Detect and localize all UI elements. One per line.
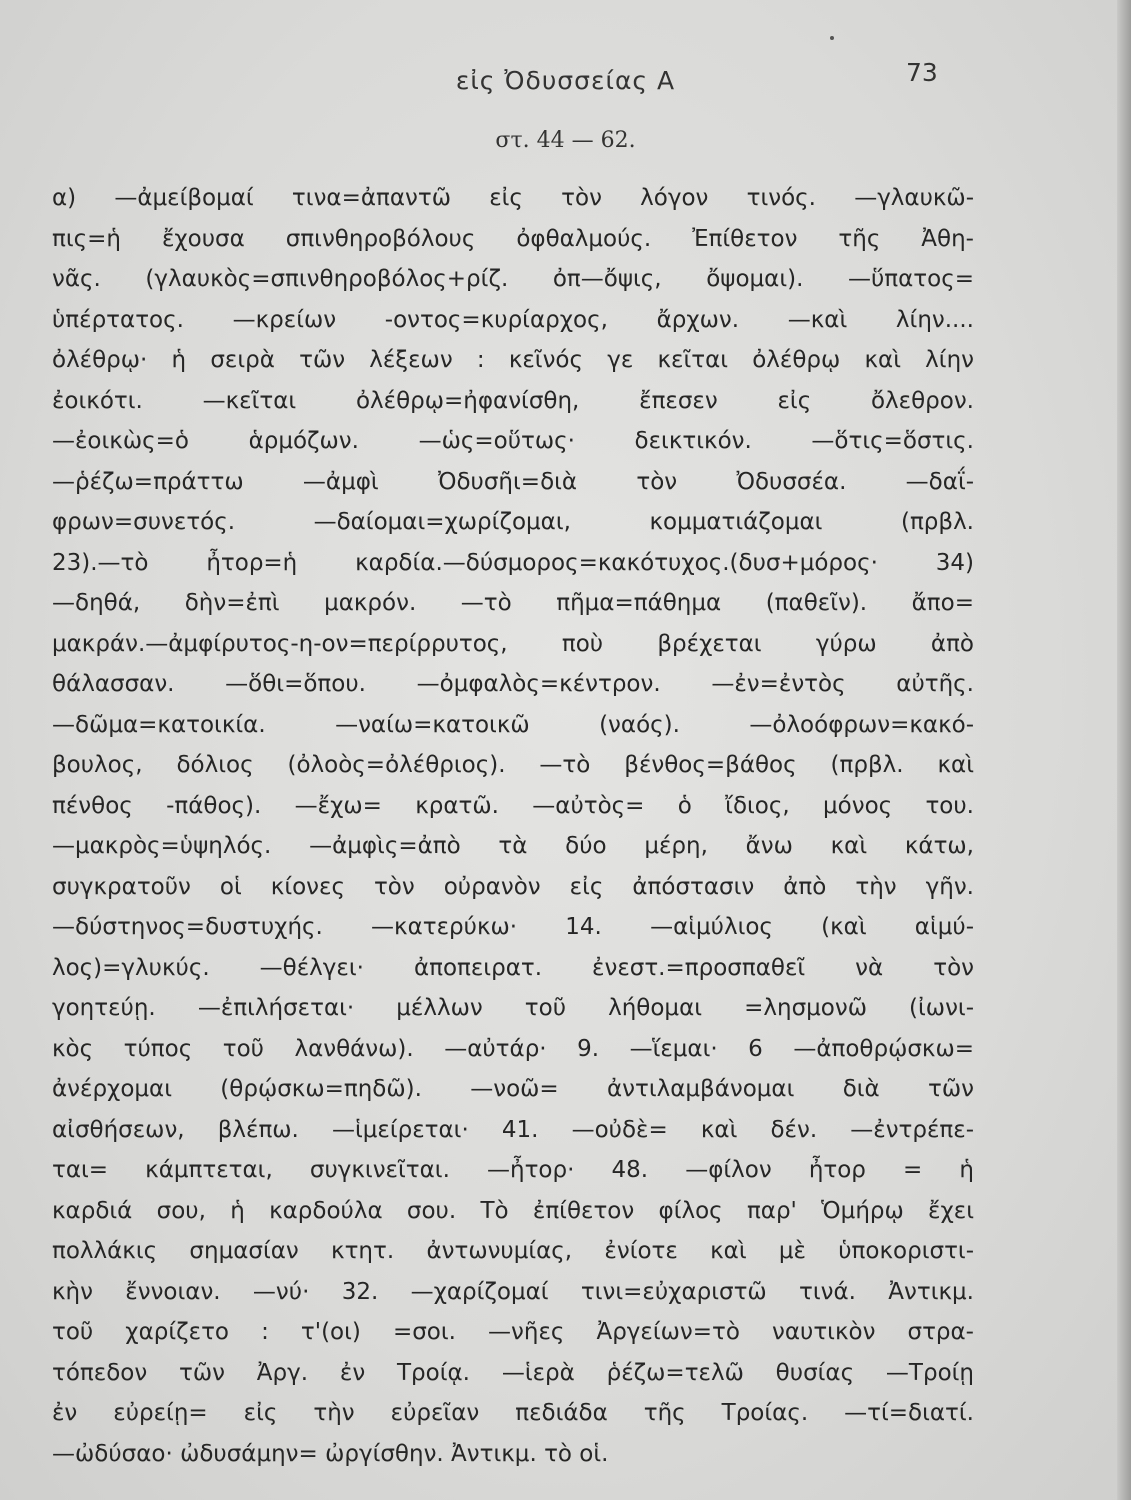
text-line: κὴν ἔννοιαν. —νύ· 32. —χαρίζομαί τινι=εὐχαριστῶ τινά. Ἀντικμ. <box>52 1278 974 1305</box>
text-line: μακράν.—ἀμφίρυτος-η-ον=περίρρυτος, ποὺ βρέχεται γύρω ἀπὸ <box>52 630 974 657</box>
text-line: γοητεύῃ. —ἐπιλήσεται· μέλλων τοῦ λήθομαι =λησμονῶ (ἰωνι- <box>52 995 974 1021</box>
text-line: ὑπέρτατος. —κρείων -οντος=κυρίαρχος, ἄρχων. —καὶ λίην.... <box>52 306 974 333</box>
ink-speck <box>830 36 834 40</box>
text-line: αἰσθήσεων, βλέπω. —ἱμείρεται· 41. —οὐδὲ= καὶ δέν. —ἐντρέπε- <box>52 1116 974 1143</box>
page-edge-shadow <box>1117 0 1131 1500</box>
text-line: κὸς τύπος τοῦ λανθάνω). —αὐτάρ· 9. —ἵεμαι· 6 —ἀποθρῴσκω= <box>52 1035 974 1062</box>
text-line: ἐοικότι. —κεῖται ὀλέθρῳ=ἠφανίσθη, ἔπεσεν εἰς ὄλεθρον. <box>52 387 974 414</box>
text-line: ἀνέρχομαι (θρῴσκω=πηδῶ). —νοῶ= ἀντιλαμβάνομαι διὰ τῶν <box>52 1076 974 1102</box>
running-title: εἰς Ὀδυσσείας Α <box>455 66 676 95</box>
page-number: 73 <box>906 58 938 87</box>
text-line: —ῥέζω=πράττω —ἀμφὶ Ὀδυσῆι=διὰ τὸν Ὀδυσσέα. —δαΐ- <box>52 468 974 495</box>
text-line: θάλασσαν. —ὅθι=ὅπου. —ὀμφαλὸς=κέντρον. —ἐν=ἐντὸς αὐτῆς. <box>52 671 974 697</box>
text-line: 23).—τὸ ἦτορ=ἡ καρδία.—δύσμορος=κακότυχος.(δυσ+μόρος· 34) <box>52 549 974 576</box>
text-line: α) —ἀμείβομαί τινα=ἀπαντῶ εἰς τὸν λόγον τινός. —γλαυκῶ- <box>52 185 974 211</box>
text-line: τόπεδον τῶν Ἀργ. ἐν Τροίᾳ. —ἱερὰ ῥέζω=τελῶ θυσίας —Τροίῃ <box>52 1359 974 1386</box>
text-line: πις=ἡ ἔχουσα σπινθηροβόλους ὀφθαλμούς. Ἐπίθετον τῆς Ἀθη- <box>52 225 974 252</box>
text-line: —ὠδύσαο· ὠδυσάμην= ὠργίσθην. Ἀντικμ. τὸ οἱ. <box>52 1440 609 1467</box>
text-line: ται= κάμπτεται, συγκινεῖται. —ἦτορ· 48. —φίλον ἦτορ = ἡ <box>52 1157 974 1183</box>
text-line: νᾶς. (γλαυκὸς=σπινθηροβόλος+ρίζ. ὀπ—ὄψις, ὄψομαι). —ὕπατος= <box>52 266 974 292</box>
text-line: —μακρὸς=ὑψηλός. —ἀμφὶς=ἀπὸ τὰ δύο μέρη, ἄνω καὶ κάτω, <box>52 833 974 859</box>
text-line: συγκρατοῦν οἱ κίονες τὸν οὐρανὸν εἰς ἀπόστασιν ἀπὸ τὴν γῆν. <box>52 873 974 900</box>
glossary-text <box>52 178 974 1474</box>
text-line: βουλος, δόλιος (ὀλοὸς=ὀλέθριος). —τὸ βένθος=βάθος (πρβλ. καὶ <box>52 752 974 778</box>
text-line: —ἐοικὼς=ὁ ἁρμόζων. —ὡς=οὕτως· δεικτικόν. —ὅτις=ὅστις. <box>52 428 974 454</box>
text-line: καρδιά σου, ἡ καρδούλα σου. Τὸ ἐπίθετον φίλος παρ' Ὁμήρῳ ἔχει <box>52 1197 974 1224</box>
verse-range-heading: στ. 44 — 62. <box>495 128 636 153</box>
text-line: —δηθά, δὴν=ἐπὶ μακρόν. —τὸ πῆμα=πάθημα (παθεῖν). ἄπο= <box>52 590 974 616</box>
text-line: —δῶμα=κατοικία. —ναίω=κατοικῶ (ναός). —ὀλοόφρων=κακό- <box>52 711 974 738</box>
text-line: —δύστηνος=δυστυχής. —κατερύκω· 14. —αἱμύλιος (καὶ αἱμύ- <box>52 914 974 940</box>
text-line: τοῦ χαρίζετο : τ'(οι) =σοι. —νῆες Ἀργείων=τὸ ναυτικὸν στρα- <box>52 1319 974 1345</box>
text-line: ὀλέθρῳ· ἡ σειρὰ τῶν λέξεων : κεῖνός γε κεῖται ὀλέθρῳ καὶ λίην <box>52 347 974 373</box>
text-line: πολλάκις σημασίαν κτητ. ἀντωνυμίας, ἐνίοτε καὶ μὲ ὑποκοριστι- <box>52 1238 974 1264</box>
text-line: λος)=γλυκύς. —θέλγει· ἀποπειρατ. ἐνεστ.=προσπαθεῖ νὰ τὸν <box>52 954 974 981</box>
text-line: ἐν εὐρείῃ= εἰς τὴν εὐρεῖαν πεδιάδα τῆς Τροίας. —τί=διατί. <box>52 1400 974 1426</box>
text-line: πένθος -πάθος). —ἔχω= κρατῶ. —αὐτὸς= ὁ ἴδιος, μόνος του. <box>52 792 974 819</box>
text-line: φρων=συνετός. —δαίομαι=χωρίζομαι, κομματιάζομαι (πρβλ. <box>52 509 974 535</box>
